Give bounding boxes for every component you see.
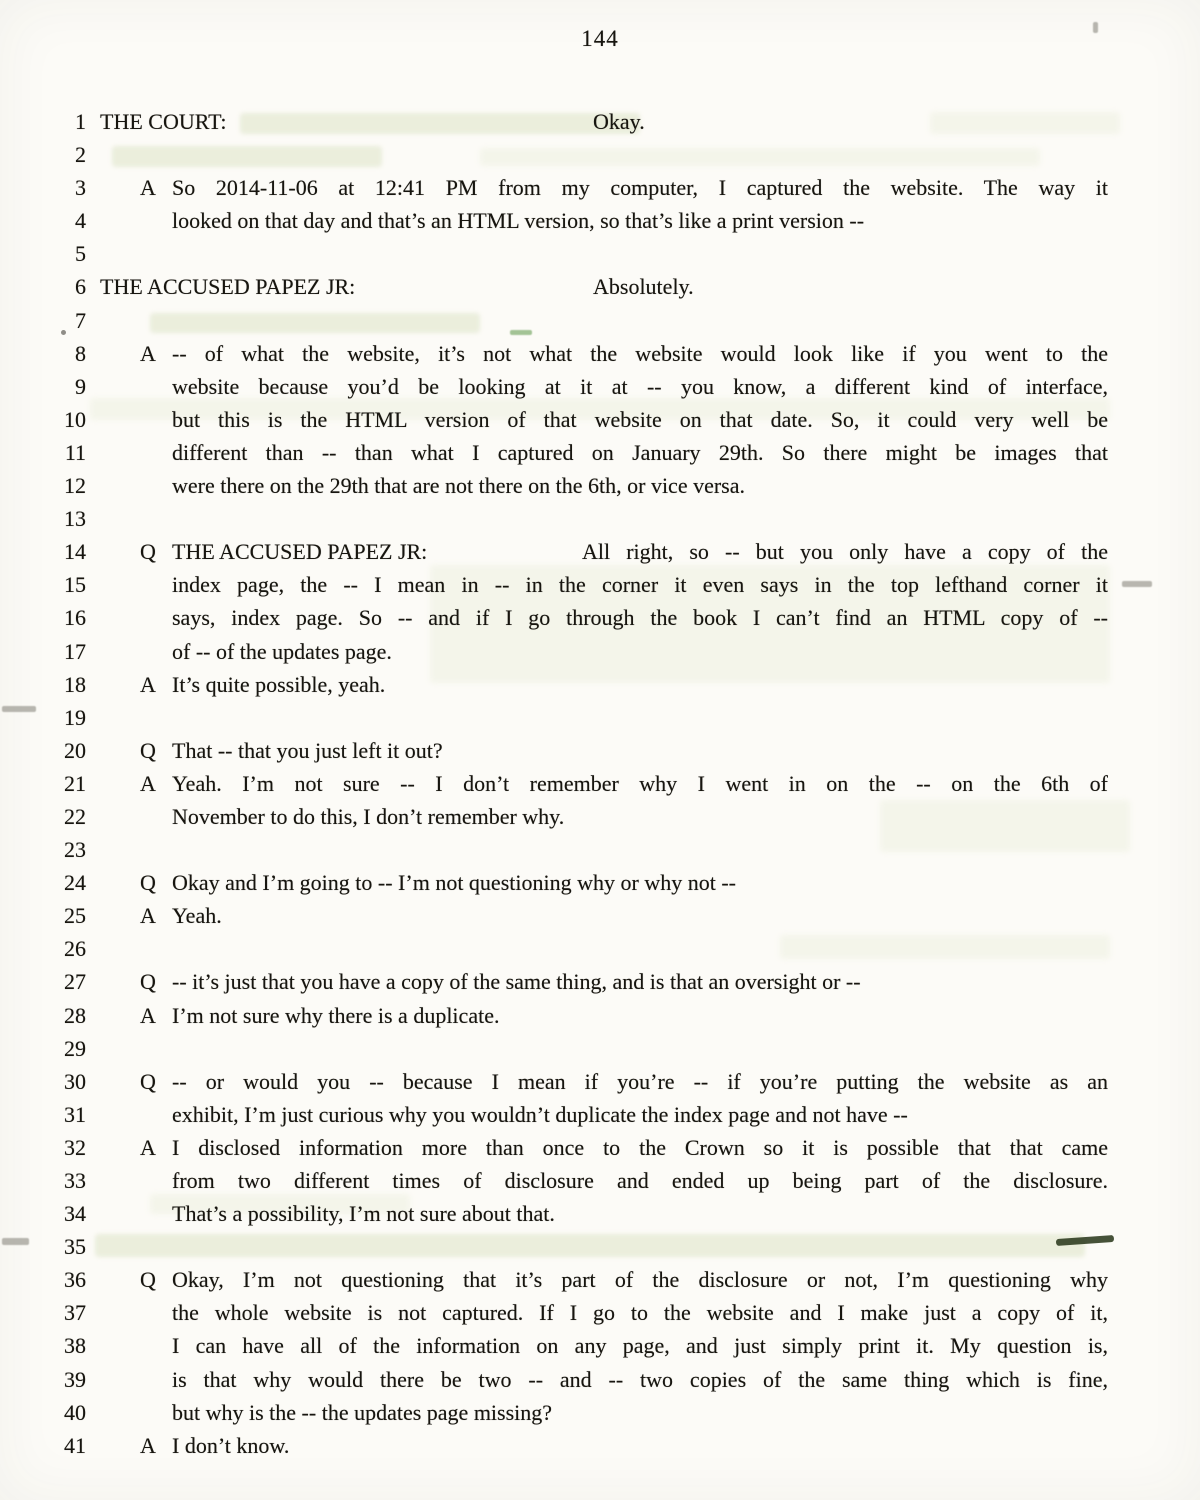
line-text: Okay and I’m going to -- I’m not questioning why or why not -- [172,870,736,896]
line-number: 39 [64,1366,86,1392]
speaker-response: Absolutely. [593,274,694,300]
qa-marker: A [140,175,156,201]
transcript-line [0,171,1200,204]
qa-marker: Q [140,737,156,763]
line-text: the whole website is not captured. If I go to the website and I make just a copy of it, [172,1300,1108,1326]
transcript-line [0,601,1200,634]
line-number: 3 [75,175,86,201]
line-number: 17 [64,638,86,664]
line-text: says, index page. So -- and if I go through the book I can’t find an HTML copy of -- [172,605,1108,631]
line-number: 18 [64,671,86,697]
line-text: It’s quite possible, yeah. [172,671,386,697]
line-number: 26 [64,936,86,962]
line-number: 29 [64,1035,86,1061]
transcript-line [0,635,1200,668]
line-number: 24 [64,870,86,896]
transcript-line [0,668,1200,701]
line-number: 22 [64,803,86,829]
transcript-line [0,800,1200,833]
qa-marker: Q [140,1267,156,1293]
transcript-line-blank [0,304,1200,337]
line-number: 35 [64,1234,86,1260]
line-number: 11 [64,439,86,465]
line-number: 28 [64,1002,86,1028]
line-text: but why is the -- the updates page missing? [172,1399,553,1425]
line-number: 8 [75,340,86,366]
transcript-line [0,866,1200,899]
line-number: 40 [64,1399,86,1425]
transcript-line [0,1329,1200,1362]
line-text: I can have all of the information on any page, and just simply print it. My question is, [172,1333,1108,1359]
transcript-line [0,767,1200,800]
transcript-line [0,270,1200,303]
line-number: 37 [64,1300,86,1326]
line-number: 36 [64,1267,86,1293]
line-number: 4 [75,208,86,234]
line-text: -- or would you -- because I mean if you’re -- if you’re putting the website as an [172,1068,1108,1094]
line-number: 16 [64,605,86,631]
line-text: exhibit, I’m just curious why you wouldn’t duplicate the index page and not have -- [172,1101,908,1127]
line-number: 31 [64,1101,86,1127]
line-text: -- it’s just that you have a copy of the same thing, and is that an oversight or -- [172,969,861,995]
qa-marker: A [140,1134,156,1160]
line-number: 32 [64,1134,86,1160]
transcript-line [0,1098,1200,1131]
line-number: 38 [64,1333,86,1359]
transcript-line [0,436,1200,469]
line-number: 12 [64,473,86,499]
line-text: That -- that you just left it out? [172,737,443,763]
transcript-line [0,1396,1200,1429]
line-text: Yeah. [172,903,222,929]
transcript-line [0,535,1200,568]
line-text: website because you’d be looking at it at -- you know, a different kind of interface, [172,373,1108,399]
transcript-line-blank [0,833,1200,866]
qa-marker: A [140,770,156,796]
line-number: 5 [75,241,86,267]
line-number: 10 [64,406,86,432]
transcript-line [0,1363,1200,1396]
line-text: So 2014-11-06 at 12:41 PM from my computer, I captured the website. The way it [172,175,1108,201]
transcript-line [0,1164,1200,1197]
transcript-line [0,403,1200,436]
qa-marker: Q [140,539,156,565]
line-number: 1 [75,109,86,134]
line-number: 19 [64,704,86,730]
transcript-line [0,337,1200,370]
line-text: I’m not sure why there is a duplicate. [172,1002,500,1028]
line-text: Yeah. I’m not sure -- I don’t remember why I went in on the -- on the 6th of [172,770,1108,796]
transcript-line [0,1296,1200,1329]
line-number: 13 [64,506,86,532]
line-text: of -- of the updates page. [172,638,392,664]
line-number: 7 [75,307,86,333]
line-text: but this is the HTML version of that website on that date. So, it could very well be [172,406,1108,432]
transcript-line [0,1131,1200,1164]
qa-marker: A [140,903,156,929]
line-text: looked on that day and that’s an HTML version, so that’s like a print version -- [172,208,865,234]
line-text: -- of what the website, it’s not what the website would look like if you went to the [172,340,1108,366]
transcript-line-blank [0,1032,1200,1065]
transcript-line [0,568,1200,601]
line-text: is that why would there be two -- and -- two copies of the same thing which is fine, [172,1366,1108,1392]
line-number: 20 [64,737,86,763]
line-number: 41 [64,1432,86,1458]
line-text: November to do this, I don’t remember why. [172,803,565,829]
transcript-line [0,734,1200,767]
qa-marker: A [140,671,156,697]
line-number: 34 [64,1201,86,1227]
transcript-line-blank [0,701,1200,734]
transcript-line [0,899,1200,932]
speaker-label: THE COURT: [100,109,227,134]
line-number: 33 [64,1168,86,1193]
qa-marker: A [140,1002,156,1028]
line-text: I don’t know. [172,1432,290,1458]
qa-marker: Q [140,1068,156,1094]
line-number: 23 [64,837,86,863]
transcript-line [0,1065,1200,1098]
speaker-label: THE ACCUSED PAPEZ JR: [172,539,428,565]
line-number: 6 [75,274,86,300]
qa-marker: A [140,340,156,366]
line-number: 9 [75,373,86,399]
line-number: 14 [64,539,86,565]
transcript-line [0,469,1200,502]
qa-marker: Q [140,870,156,896]
line-text: Okay, I’m not questioning that it’s part of the disclosure or not, I’m questioning why [172,1267,1108,1293]
transcript-body [0,105,1200,1462]
transcript-line [0,1429,1200,1462]
transcript-line-blank [0,1230,1200,1263]
transcript-line [0,1197,1200,1230]
line-number: 30 [64,1068,86,1094]
line-text: All right, so -- but you only have a copy of the [582,539,1108,565]
line-number: 21 [64,770,86,796]
transcript-line-blank [0,138,1200,171]
line-text: That’s a possibility, I’m not sure about that. [172,1201,555,1227]
line-text: index page, the -- I mean in -- in the corner it even says in the top lefthand corner it [172,572,1108,598]
line-number: 15 [64,572,86,598]
line-text: I disclosed information more than once to the Crown so it is possible that that came [172,1134,1108,1160]
line-number: 2 [75,142,86,168]
speaker-response: Okay. [593,109,645,134]
transcript-line [0,965,1200,998]
line-text: different than -- than what I captured on January 29th. So there might be images that [172,439,1108,465]
transcript-line [0,1263,1200,1296]
line-text: were there on the 29th that are not there on the 6th, or vice versa. [172,473,745,499]
transcript-line-blank [0,502,1200,535]
page-number: 144 [581,26,619,51]
transcript-line [0,999,1200,1032]
speaker-label: THE ACCUSED PAPEZ JR: [100,274,356,300]
transcript-line [0,204,1200,237]
line-text: from two different times of disclosure and ended up being part of the disclosure. [172,1168,1108,1193]
qa-marker: A [140,1432,156,1458]
qa-marker: Q [140,969,156,995]
line-number: 27 [64,969,86,995]
line-number: 25 [64,903,86,929]
transcript-line [0,370,1200,403]
transcript-line-blank [0,932,1200,965]
transcript-line-blank [0,237,1200,270]
transcript-line [0,105,1200,138]
